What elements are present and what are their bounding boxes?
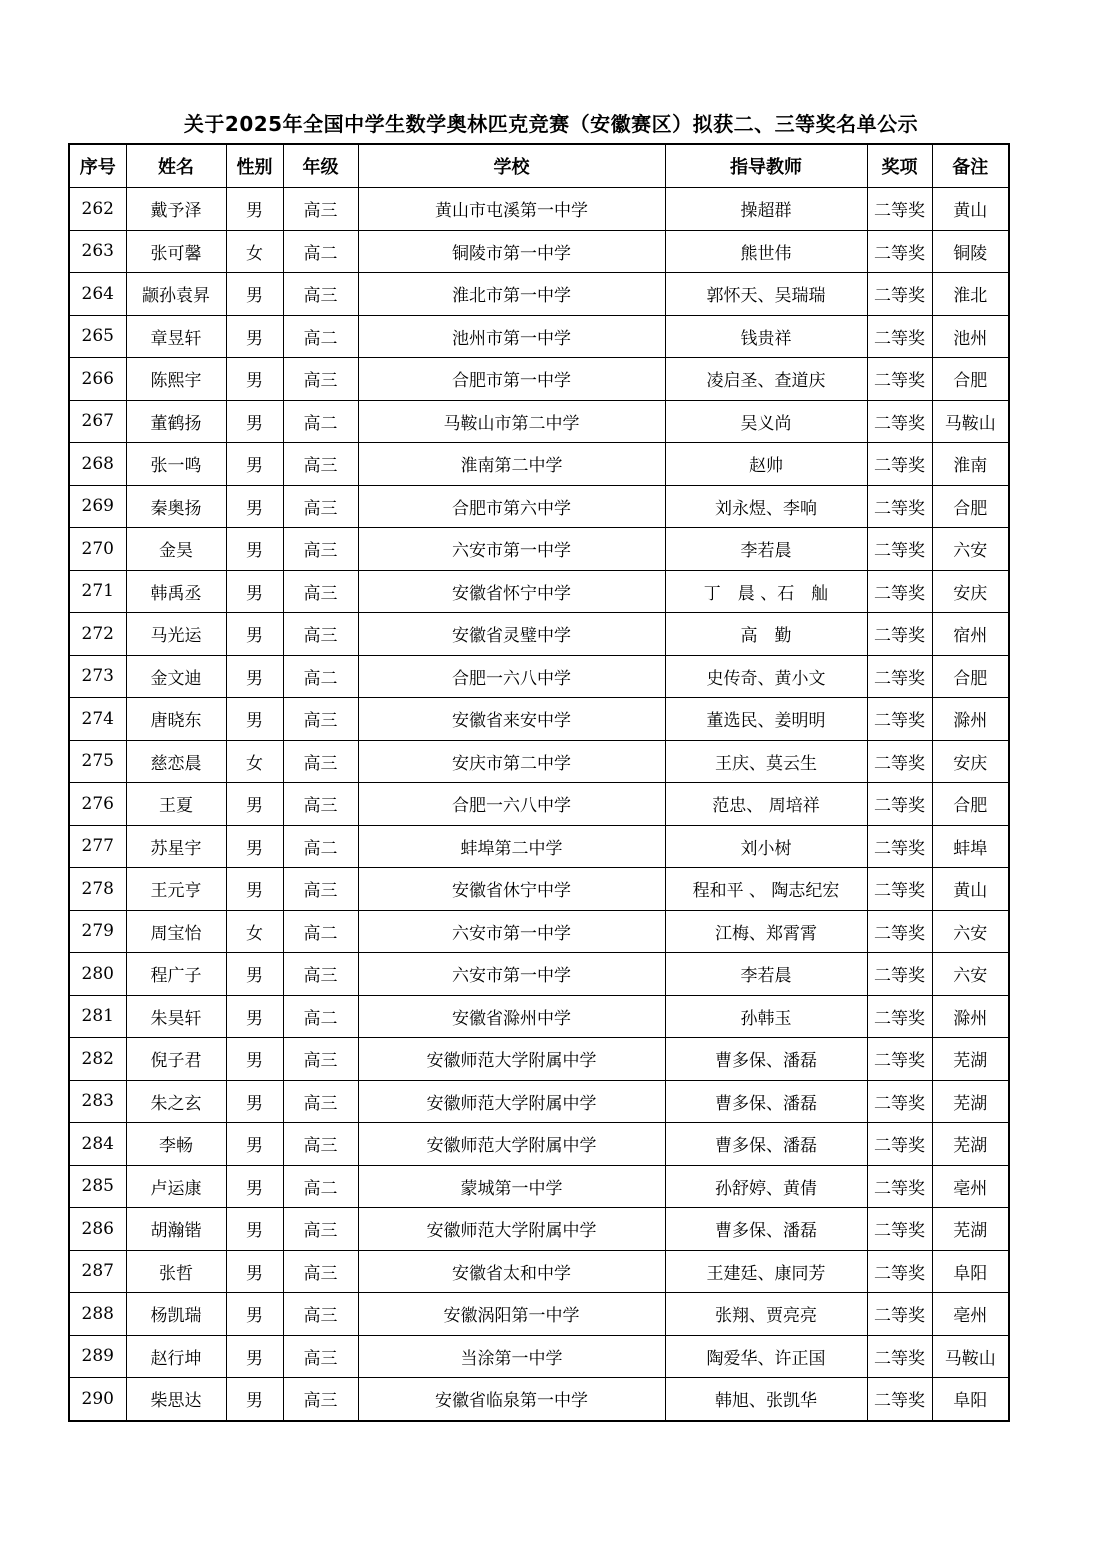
cell-school: 淮北市第一中学 xyxy=(358,273,665,316)
cell-grade: 高三 xyxy=(283,783,358,826)
table-row xyxy=(69,868,1009,911)
header-name: 姓名 xyxy=(126,144,226,188)
cell-name: 唐晓东 xyxy=(126,698,226,741)
table-header xyxy=(69,144,1009,188)
table-body xyxy=(69,188,1009,1421)
cell-award: 二等奖 xyxy=(867,1123,932,1166)
cell-school: 淮南第二中学 xyxy=(358,443,665,486)
cell-teacher: 熊世伟 xyxy=(665,230,867,273)
cell-remark: 合肥 xyxy=(932,783,1009,826)
cell-award: 二等奖 xyxy=(867,273,932,316)
cell-remark: 滁州 xyxy=(932,995,1009,1038)
cell-school: 合肥一六八中学 xyxy=(358,783,665,826)
table-row xyxy=(69,443,1009,486)
header-gender: 性别 xyxy=(226,144,283,188)
cell-remark: 六安 xyxy=(932,953,1009,996)
cell-index: 270 xyxy=(69,528,126,571)
table-row xyxy=(69,188,1009,231)
cell-index: 284 xyxy=(69,1123,126,1166)
cell-remark: 淮北 xyxy=(932,273,1009,316)
cell-name: 金文迪 xyxy=(126,655,226,698)
cell-name: 苏星宇 xyxy=(126,825,226,868)
cell-remark: 合肥 xyxy=(932,485,1009,528)
cell-teacher: 程和平 、 陶志纪宏 xyxy=(665,868,867,911)
cell-teacher: 丁 晨 、石 舢 xyxy=(665,570,867,613)
cell-gender: 女 xyxy=(226,230,283,273)
cell-index: 286 xyxy=(69,1208,126,1251)
cell-grade: 高三 xyxy=(283,1250,358,1293)
cell-school: 安徽涡阳第一中学 xyxy=(358,1293,665,1336)
header-remark: 备注 xyxy=(932,144,1009,188)
cell-school: 安徽省临泉第一中学 xyxy=(358,1378,665,1421)
cell-school: 当涂第一中学 xyxy=(358,1335,665,1378)
cell-index: 275 xyxy=(69,740,126,783)
cell-index: 271 xyxy=(69,570,126,613)
cell-name: 陈熙宇 xyxy=(126,358,226,401)
cell-index: 289 xyxy=(69,1335,126,1378)
cell-grade: 高二 xyxy=(283,655,358,698)
table-row xyxy=(69,655,1009,698)
cell-teacher: 李若晨 xyxy=(665,528,867,571)
cell-award: 二等奖 xyxy=(867,910,932,953)
cell-grade: 高三 xyxy=(283,740,358,783)
cell-teacher: 孙舒婷、黄倩 xyxy=(665,1165,867,1208)
cell-teacher: 赵帅 xyxy=(665,443,867,486)
cell-gender: 男 xyxy=(226,1208,283,1251)
cell-name: 金昊 xyxy=(126,528,226,571)
cell-name: 张一鸣 xyxy=(126,443,226,486)
cell-index: 263 xyxy=(69,230,126,273)
cell-grade: 高三 xyxy=(283,953,358,996)
cell-award: 二等奖 xyxy=(867,1165,932,1208)
cell-grade: 高三 xyxy=(283,1123,358,1166)
cell-grade: 高三 xyxy=(283,868,358,911)
cell-teacher: 韩旭、张凯华 xyxy=(665,1378,867,1421)
cell-teacher: 刘永煜、李响 xyxy=(665,485,867,528)
cell-remark: 合肥 xyxy=(932,358,1009,401)
cell-gender: 男 xyxy=(226,1378,283,1421)
header-row xyxy=(69,144,1009,188)
cell-award: 二等奖 xyxy=(867,1208,932,1251)
cell-award: 二等奖 xyxy=(867,570,932,613)
cell-gender: 男 xyxy=(226,400,283,443)
cell-gender: 男 xyxy=(226,1038,283,1081)
cell-remark: 阜阳 xyxy=(932,1250,1009,1293)
cell-school: 安徽省来安中学 xyxy=(358,698,665,741)
cell-gender: 男 xyxy=(226,315,283,358)
cell-name: 韩禹丞 xyxy=(126,570,226,613)
cell-school: 安徽省休宁中学 xyxy=(358,868,665,911)
cell-name: 王元亨 xyxy=(126,868,226,911)
cell-award: 二等奖 xyxy=(867,1250,932,1293)
cell-gender: 男 xyxy=(226,188,283,231)
cell-index: 266 xyxy=(69,358,126,401)
cell-teacher: 高 勤 xyxy=(665,613,867,656)
cell-remark: 芜湖 xyxy=(932,1208,1009,1251)
cell-name: 李畅 xyxy=(126,1123,226,1166)
cell-teacher: 王庆、莫云生 xyxy=(665,740,867,783)
cell-name: 秦奥扬 xyxy=(126,485,226,528)
cell-award: 二等奖 xyxy=(867,1293,932,1336)
cell-grade: 高三 xyxy=(283,698,358,741)
table-row xyxy=(69,485,1009,528)
cell-grade: 高二 xyxy=(283,315,358,358)
cell-gender: 男 xyxy=(226,443,283,486)
table-row xyxy=(69,528,1009,571)
cell-grade: 高三 xyxy=(283,273,358,316)
table-row xyxy=(69,273,1009,316)
cell-grade: 高三 xyxy=(283,358,358,401)
page-title: 关于2025年全国中学生数学奥林匹克竞赛（安徽赛区）拟获二、三等奖名单公示 xyxy=(183,112,919,136)
cell-teacher: 李若晨 xyxy=(665,953,867,996)
cell-teacher: 史传奇、黄小文 xyxy=(665,655,867,698)
cell-teacher: 范忠、 周培祥 xyxy=(665,783,867,826)
cell-name: 董鹤扬 xyxy=(126,400,226,443)
cell-name: 章昱轩 xyxy=(126,315,226,358)
cell-award: 二等奖 xyxy=(867,485,932,528)
cell-name: 张可馨 xyxy=(126,230,226,273)
cell-school: 安徽师范大学附属中学 xyxy=(358,1123,665,1166)
cell-remark: 安庆 xyxy=(932,570,1009,613)
cell-name: 程广子 xyxy=(126,953,226,996)
cell-gender: 女 xyxy=(226,740,283,783)
cell-index: 277 xyxy=(69,825,126,868)
table-row xyxy=(69,1123,1009,1166)
cell-remark: 马鞍山 xyxy=(932,400,1009,443)
cell-index: 278 xyxy=(69,868,126,911)
cell-remark: 芜湖 xyxy=(932,1080,1009,1123)
cell-grade: 高二 xyxy=(283,1165,358,1208)
cell-award: 二等奖 xyxy=(867,655,932,698)
cell-school: 安徽省灵璧中学 xyxy=(358,613,665,656)
cell-gender: 男 xyxy=(226,358,283,401)
cell-award: 二等奖 xyxy=(867,400,932,443)
header-school: 学校 xyxy=(358,144,665,188)
cell-school: 安徽师范大学附属中学 xyxy=(358,1038,665,1081)
cell-gender: 男 xyxy=(226,1123,283,1166)
cell-teacher: 王建廷、康同芳 xyxy=(665,1250,867,1293)
cell-school: 安徽省滁州中学 xyxy=(358,995,665,1038)
cell-grade: 高三 xyxy=(283,443,358,486)
table-row xyxy=(69,1378,1009,1421)
cell-award: 二等奖 xyxy=(867,1080,932,1123)
cell-teacher: 凌启圣、查道庆 xyxy=(665,358,867,401)
cell-award: 二等奖 xyxy=(867,995,932,1038)
cell-name: 胡瀚锴 xyxy=(126,1208,226,1251)
cell-index: 279 xyxy=(69,910,126,953)
cell-remark: 池州 xyxy=(932,315,1009,358)
table-row xyxy=(69,230,1009,273)
cell-name: 杨凯瑞 xyxy=(126,1293,226,1336)
cell-name: 张哲 xyxy=(126,1250,226,1293)
table-row xyxy=(69,995,1009,1038)
cell-index: 264 xyxy=(69,273,126,316)
cell-grade: 高三 xyxy=(283,485,358,528)
cell-teacher: 江梅、郑霄霄 xyxy=(665,910,867,953)
cell-index: 262 xyxy=(69,188,126,231)
cell-teacher: 曹多保、潘磊 xyxy=(665,1038,867,1081)
cell-gender: 男 xyxy=(226,485,283,528)
cell-index: 267 xyxy=(69,400,126,443)
cell-school: 安徽师范大学附属中学 xyxy=(358,1080,665,1123)
cell-name: 慈恋晨 xyxy=(126,740,226,783)
cell-grade: 高三 xyxy=(283,613,358,656)
cell-school: 合肥一六八中学 xyxy=(358,655,665,698)
cell-grade: 高二 xyxy=(283,910,358,953)
cell-teacher: 钱贵祥 xyxy=(665,315,867,358)
cell-teacher: 孙韩玉 xyxy=(665,995,867,1038)
table-row xyxy=(69,1293,1009,1336)
cell-award: 二等奖 xyxy=(867,783,932,826)
cell-teacher: 张翔、贾亮亮 xyxy=(665,1293,867,1336)
cell-school: 蚌埠第二中学 xyxy=(358,825,665,868)
table-row xyxy=(69,1335,1009,1378)
cell-award: 二等奖 xyxy=(867,740,932,783)
table-row xyxy=(69,1250,1009,1293)
cell-remark: 安庆 xyxy=(932,740,1009,783)
cell-name: 朱昊轩 xyxy=(126,995,226,1038)
cell-grade: 高三 xyxy=(283,188,358,231)
cell-index: 276 xyxy=(69,783,126,826)
cell-name: 倪子君 xyxy=(126,1038,226,1081)
cell-index: 283 xyxy=(69,1080,126,1123)
table-row xyxy=(69,953,1009,996)
cell-index: 285 xyxy=(69,1165,126,1208)
cell-school: 安徽省怀宁中学 xyxy=(358,570,665,613)
header-award: 奖项 xyxy=(867,144,932,188)
cell-gender: 男 xyxy=(226,613,283,656)
cell-remark: 淮南 xyxy=(932,443,1009,486)
cell-school: 安徽省太和中学 xyxy=(358,1250,665,1293)
cell-gender: 男 xyxy=(226,783,283,826)
cell-index: 274 xyxy=(69,698,126,741)
table-row xyxy=(69,1038,1009,1081)
cell-award: 二等奖 xyxy=(867,230,932,273)
cell-remark: 亳州 xyxy=(932,1165,1009,1208)
cell-award: 二等奖 xyxy=(867,825,932,868)
cell-teacher: 郭怀天、吴瑞瑞 xyxy=(665,273,867,316)
cell-remark: 六安 xyxy=(932,910,1009,953)
cell-name: 卢运康 xyxy=(126,1165,226,1208)
cell-remark: 芜湖 xyxy=(932,1123,1009,1166)
cell-school: 黄山市屯溪第一中学 xyxy=(358,188,665,231)
cell-index: 273 xyxy=(69,655,126,698)
cell-grade: 高三 xyxy=(283,570,358,613)
cell-teacher: 曹多保、潘磊 xyxy=(665,1080,867,1123)
table-row xyxy=(69,698,1009,741)
cell-name: 颛孙袁昇 xyxy=(126,273,226,316)
cell-gender: 男 xyxy=(226,953,283,996)
cell-name: 马光运 xyxy=(126,613,226,656)
cell-grade: 高三 xyxy=(283,1080,358,1123)
cell-name: 赵行坤 xyxy=(126,1335,226,1378)
cell-school: 铜陵市第一中学 xyxy=(358,230,665,273)
cell-school: 蒙城第一中学 xyxy=(358,1165,665,1208)
cell-grade: 高二 xyxy=(283,230,358,273)
cell-award: 二等奖 xyxy=(867,1335,932,1378)
cell-grade: 高二 xyxy=(283,995,358,1038)
cell-gender: 女 xyxy=(226,910,283,953)
cell-index: 287 xyxy=(69,1250,126,1293)
cell-award: 二等奖 xyxy=(867,868,932,911)
table-row xyxy=(69,740,1009,783)
cell-remark: 铜陵 xyxy=(932,230,1009,273)
table-row xyxy=(69,358,1009,401)
cell-school: 六安市第一中学 xyxy=(358,910,665,953)
table-row xyxy=(69,783,1009,826)
cell-remark: 六安 xyxy=(932,528,1009,571)
cell-gender: 男 xyxy=(226,868,283,911)
cell-index: 280 xyxy=(69,953,126,996)
cell-remark: 亳州 xyxy=(932,1293,1009,1336)
cell-remark: 芜湖 xyxy=(932,1038,1009,1081)
cell-index: 269 xyxy=(69,485,126,528)
cell-gender: 男 xyxy=(226,1335,283,1378)
cell-name: 柴思达 xyxy=(126,1378,226,1421)
cell-teacher: 曹多保、潘磊 xyxy=(665,1123,867,1166)
cell-index: 290 xyxy=(69,1378,126,1421)
cell-remark: 宿州 xyxy=(932,613,1009,656)
cell-index: 288 xyxy=(69,1293,126,1336)
cell-index: 272 xyxy=(69,613,126,656)
award-list-table xyxy=(68,143,1010,1422)
cell-gender: 男 xyxy=(226,1165,283,1208)
cell-index: 265 xyxy=(69,315,126,358)
cell-award: 二等奖 xyxy=(867,315,932,358)
cell-gender: 男 xyxy=(226,825,283,868)
cell-index: 281 xyxy=(69,995,126,1038)
cell-grade: 高三 xyxy=(283,1208,358,1251)
cell-award: 二等奖 xyxy=(867,953,932,996)
table-row xyxy=(69,400,1009,443)
cell-name: 朱之玄 xyxy=(126,1080,226,1123)
cell-gender: 男 xyxy=(226,570,283,613)
cell-gender: 男 xyxy=(226,528,283,571)
cell-teacher: 刘小树 xyxy=(665,825,867,868)
cell-index: 282 xyxy=(69,1038,126,1081)
cell-grade: 高三 xyxy=(283,1378,358,1421)
cell-school: 六安市第一中学 xyxy=(358,953,665,996)
cell-gender: 男 xyxy=(226,1250,283,1293)
cell-teacher: 操超群 xyxy=(665,188,867,231)
cell-grade: 高三 xyxy=(283,1293,358,1336)
cell-name: 周宝怡 xyxy=(126,910,226,953)
table-row xyxy=(69,613,1009,656)
cell-school: 六安市第一中学 xyxy=(358,528,665,571)
cell-gender: 男 xyxy=(226,698,283,741)
header-teacher: 指导教师 xyxy=(665,144,867,188)
cell-grade: 高三 xyxy=(283,1335,358,1378)
cell-remark: 合肥 xyxy=(932,655,1009,698)
header-index: 序号 xyxy=(69,144,126,188)
cell-award: 二等奖 xyxy=(867,443,932,486)
table-row xyxy=(69,570,1009,613)
table-row xyxy=(69,1080,1009,1123)
cell-award: 二等奖 xyxy=(867,698,932,741)
cell-school: 安庆市第二中学 xyxy=(358,740,665,783)
cell-gender: 男 xyxy=(226,1293,283,1336)
cell-award: 二等奖 xyxy=(867,358,932,401)
cell-school: 合肥市第一中学 xyxy=(358,358,665,401)
cell-gender: 男 xyxy=(226,655,283,698)
cell-name: 戴予泽 xyxy=(126,188,226,231)
cell-teacher: 董选民、姜明明 xyxy=(665,698,867,741)
table-row xyxy=(69,910,1009,953)
cell-gender: 男 xyxy=(226,1080,283,1123)
cell-teacher: 陶爱华、许正国 xyxy=(665,1335,867,1378)
cell-remark: 滁州 xyxy=(932,698,1009,741)
cell-remark: 黄山 xyxy=(932,868,1009,911)
cell-gender: 男 xyxy=(226,273,283,316)
cell-award: 二等奖 xyxy=(867,188,932,231)
header-grade: 年级 xyxy=(283,144,358,188)
cell-school: 池州市第一中学 xyxy=(358,315,665,358)
cell-grade: 高三 xyxy=(283,528,358,571)
cell-award: 二等奖 xyxy=(867,528,932,571)
cell-grade: 高三 xyxy=(283,1038,358,1081)
table-row xyxy=(69,825,1009,868)
cell-gender: 男 xyxy=(226,995,283,1038)
cell-school: 马鞍山市第二中学 xyxy=(358,400,665,443)
cell-name: 王夏 xyxy=(126,783,226,826)
cell-award: 二等奖 xyxy=(867,613,932,656)
cell-remark: 黄山 xyxy=(932,188,1009,231)
cell-award: 二等奖 xyxy=(867,1378,932,1421)
cell-grade: 高二 xyxy=(283,400,358,443)
cell-grade: 高二 xyxy=(283,825,358,868)
cell-teacher: 吴义尚 xyxy=(665,400,867,443)
cell-school: 合肥市第六中学 xyxy=(358,485,665,528)
cell-remark: 阜阳 xyxy=(932,1378,1009,1421)
table-row xyxy=(69,315,1009,358)
cell-teacher: 曹多保、潘磊 xyxy=(665,1208,867,1251)
cell-remark: 蚌埠 xyxy=(932,825,1009,868)
table-row xyxy=(69,1165,1009,1208)
cell-award: 二等奖 xyxy=(867,1038,932,1081)
cell-school: 安徽师范大学附属中学 xyxy=(358,1208,665,1251)
table-row xyxy=(69,1208,1009,1251)
cell-index: 268 xyxy=(69,443,126,486)
cell-remark: 马鞍山 xyxy=(932,1335,1009,1378)
